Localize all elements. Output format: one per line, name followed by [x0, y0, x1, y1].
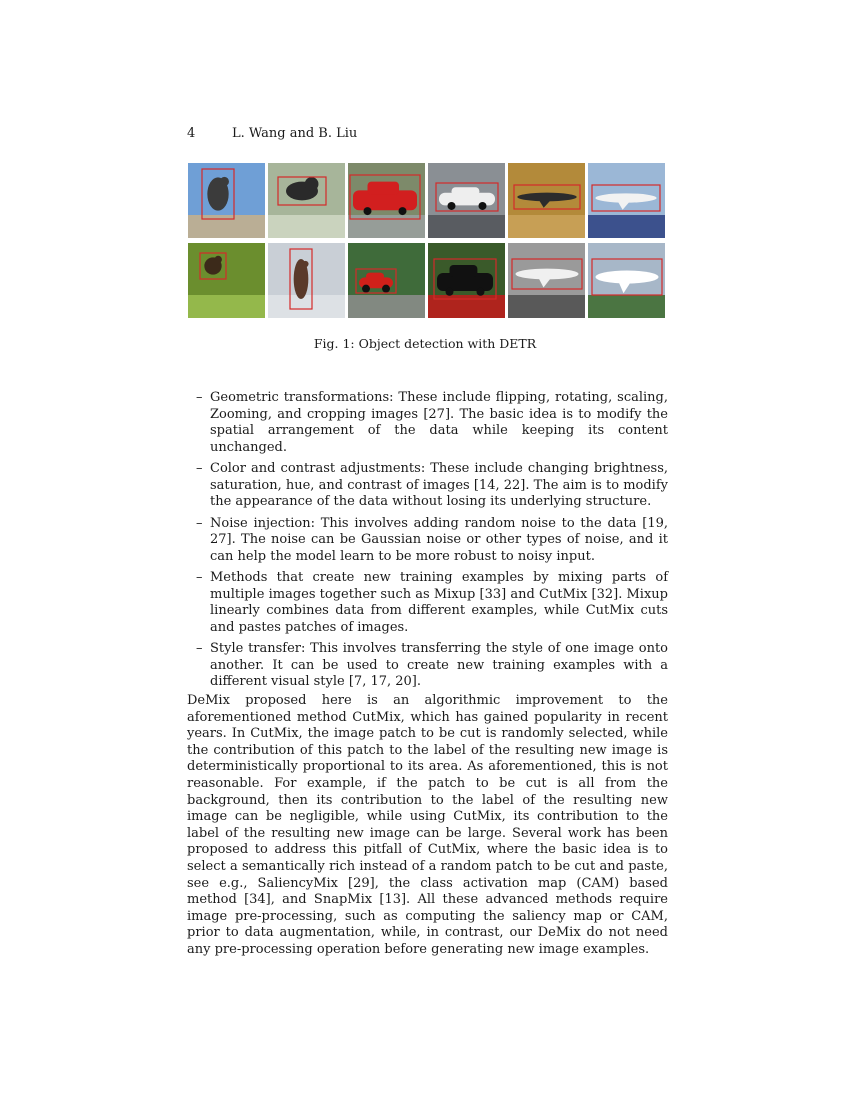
detection-image-bird	[188, 163, 265, 238]
detection-image-bird	[268, 243, 345, 318]
detection-image-airplane	[588, 243, 665, 318]
bullet-dash: –	[196, 390, 203, 405]
thumbnail-graphic	[348, 243, 425, 318]
list-item	[196, 641, 668, 691]
page-number: 4	[187, 126, 196, 141]
thumbnail-graphic	[428, 163, 505, 238]
list-item-text: Color and contrast adjustments: These include changing brightness, saturation, hue, and contrast of images [14, 22]. The aim is to modify the appearance of the data without losing its underlying structure.	[210, 461, 668, 509]
thumbnail-graphic	[268, 243, 345, 318]
detection-image-car	[348, 243, 425, 318]
detection-image-car	[428, 163, 505, 238]
detection-image-airplane	[508, 243, 585, 318]
detection-image-airplane	[588, 163, 665, 238]
list-item	[196, 461, 668, 511]
running-header	[187, 126, 357, 142]
thumbnail-graphic	[508, 163, 585, 238]
thumbnail-graphic	[428, 243, 505, 318]
detection-figure	[188, 163, 664, 318]
augmentation-list	[196, 390, 668, 696]
thumbnail-graphic	[588, 163, 665, 238]
detection-image-car	[428, 243, 505, 318]
bullet-dash: –	[196, 461, 203, 476]
thumbnail-graphic	[268, 163, 345, 238]
detection-image-car	[348, 163, 425, 238]
list-item	[196, 390, 668, 456]
thumbnail-graphic	[348, 163, 425, 238]
thumbnail-graphic	[188, 163, 265, 238]
bullet-dash: –	[196, 641, 203, 656]
list-item-text: Style transfer: This involves transferring the style of one image onto another. It can be used to create new training examples with a different visual style [7, 17, 20].	[210, 641, 668, 689]
list-item	[196, 516, 668, 566]
list-item-text: Noise injection: This involves adding random noise to the data [19, 27]. The noise can be Gaussian noise or other types of noise, and it can help the model learn to be more robust to noisy input.	[210, 515, 668, 564]
list-item-text: Methods that create new training examples by mixing parts of multiple images together such as Mixup [33] and CutMix [32]. Mixup linearly combines data from different examples, while CutMix cuts and pastes patches of images.	[210, 570, 668, 635]
detection-image-bird	[188, 243, 265, 318]
figure-caption: Fig. 1: Object detection with DETR	[313, 336, 537, 351]
header-authors: L. Wang and B. Liu	[232, 126, 358, 141]
body-paragraph: DeMix proposed here is an algorithmic improvement to the aforementioned method CutMix, which has gained popularity in recent years. In CutMix, the image patch to be cut is randomly selected, while the contribution of this patch to the label of the resulting new image is deterministically proportional to its area. As aforementioned, this is not reasonable. For example, if the patch to be cut is all from the background, then its contribution to the label of the resulting new image can be negligible, while using CutMix, its contribution to the label of the resulting new image can be large. Several work has been proposed to address this pitfall of CutMix, where the basic idea is to select a semantically rich instead of a random patch to be cut and paste, see e.g., SaliencyMix [29], the class activation map (CAM) based method [34], and SnapMix [13]. All these advanced methods require image pre-processing, such as computing the saliency map or CAM, prior to data augmentation, while, in contrast, our DeMix do not need any pre-processing operation before generating new image examples.	[187, 693, 668, 957]
list-item	[196, 570, 668, 636]
bullet-dash: –	[196, 570, 203, 585]
list-item-text: Geometric transformations: These include flipping, rotating, scaling, Zooming, and cropping images [27]. The basic idea is to modify the spatial arrangement of the data while keeping its content unchanged.	[210, 390, 668, 455]
detection-image-airplane	[508, 163, 585, 238]
thumbnail-graphic	[188, 243, 265, 318]
thumbnail-graphic	[588, 243, 665, 318]
detection-image-bird	[268, 163, 345, 238]
thumbnail-graphic	[508, 243, 585, 318]
bullet-dash: –	[196, 515, 203, 531]
